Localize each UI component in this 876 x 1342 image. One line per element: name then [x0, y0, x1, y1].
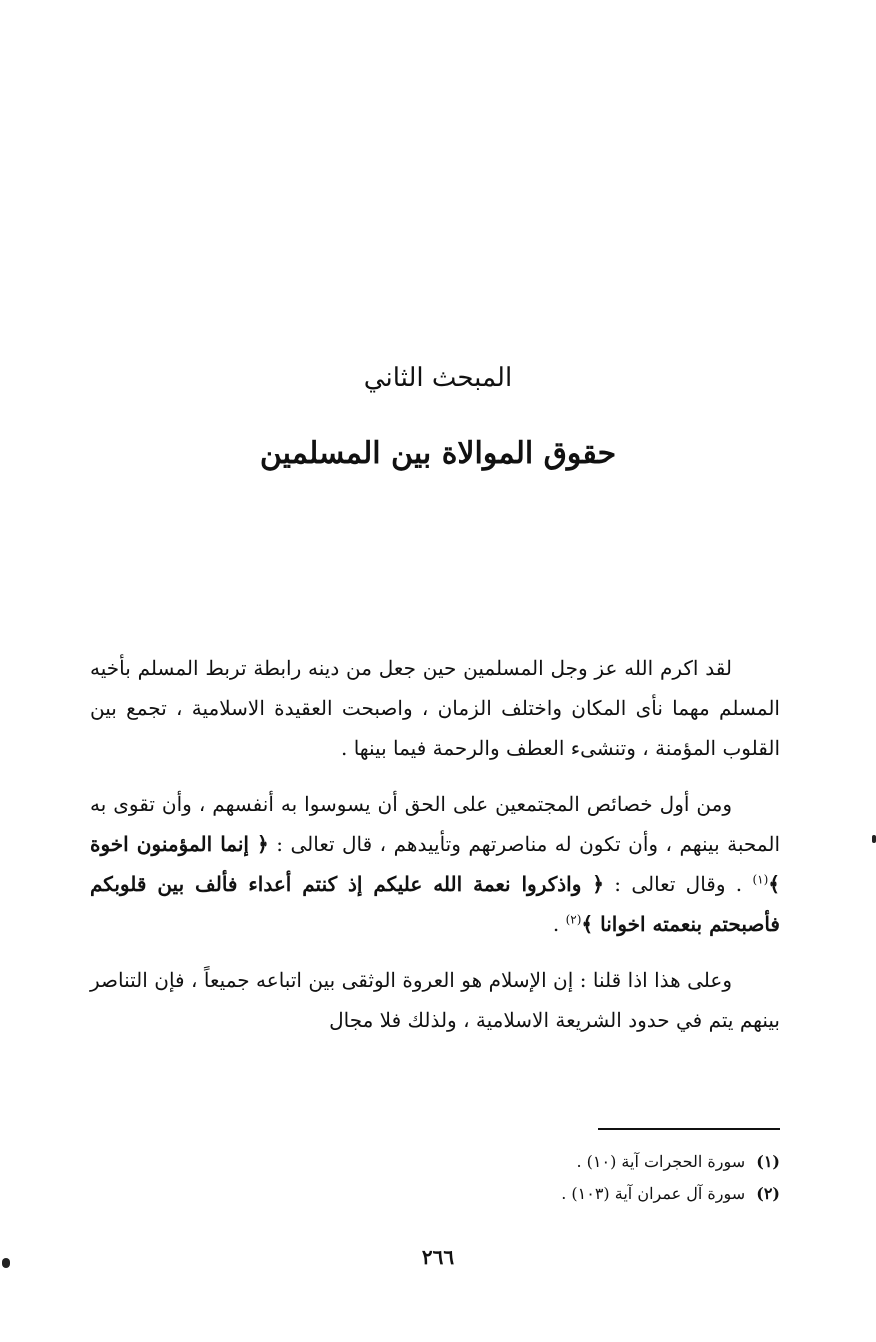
paragraph-2 — [90, 784, 780, 944]
scan-edge-mark-left — [2, 1258, 10, 1268]
footnote-1-number: (١) — [756, 1152, 780, 1171]
quran-quote-1: ﴿ إنما المؤمنون اخوة ﴾ — [90, 832, 781, 896]
footnote-ref-1: (١) — [752, 872, 769, 887]
footnote-ref-2: (٢) — [565, 912, 582, 927]
scan-edge-mark-right — [872, 835, 876, 843]
paragraph-2-middle: . وقال تعالى : — [614, 872, 743, 896]
paragraph-3: وعلى هذا اذا قلنا : إن الإسلام هو العروة الوثقى بين اتباعه جميعاً ، فإن التناصر بينهم يتم في حدود الشريعة الاسلامية ، ولذلك فلا مجال — [90, 968, 780, 1032]
footnote-2-number: (٢) — [756, 1184, 780, 1203]
paragraph-2-end: . — [552, 912, 560, 936]
footnotes — [90, 1146, 780, 1210]
footnote-1-text: سورة الحجرات آية (١٠) . — [576, 1152, 746, 1171]
paragraph-1: لقد اكرم الله عز وجل المسلمين حين جعل من دينه رابطة تربط المسلم بأخيه المسلم مهما نأى المكان واختلف الزمان ، واصبحت العقيدة الاسلامية ، تجمع بين القلوب المؤمنة ، وتنشىء العطف والرحمة فيما بينها . — [90, 656, 780, 760]
quran-quote-2: ﴿ واذكروا نعمة الله عليكم إذ كنتم أعداء فألف بين قلوبكم فأصبحتم بنعمته اخوانا ﴾ — [90, 872, 780, 936]
body-text — [90, 648, 780, 1056]
page-number: ٢٦٦ — [421, 1245, 455, 1269]
paragraph-2-lead: ومن أول خصائص المجتمعين على الحق أن يسوسوا به أنفسهم ، وأن تقوى به المحبة بينهم ، وأن تكون له مناصرتهم وتأييدهم ، قال تعالى : — [90, 792, 781, 856]
section-kicker: المبحث الثاني — [363, 363, 513, 393]
footnote-2-text: سورة آل عمران آية (١٠٣) . — [561, 1184, 746, 1203]
footnote-2 — [90, 1178, 780, 1210]
section-title: حقوق الموالاة بين المسلمين — [259, 436, 617, 471]
footnote-1 — [90, 1146, 780, 1178]
footnote-divider — [598, 1128, 780, 1130]
